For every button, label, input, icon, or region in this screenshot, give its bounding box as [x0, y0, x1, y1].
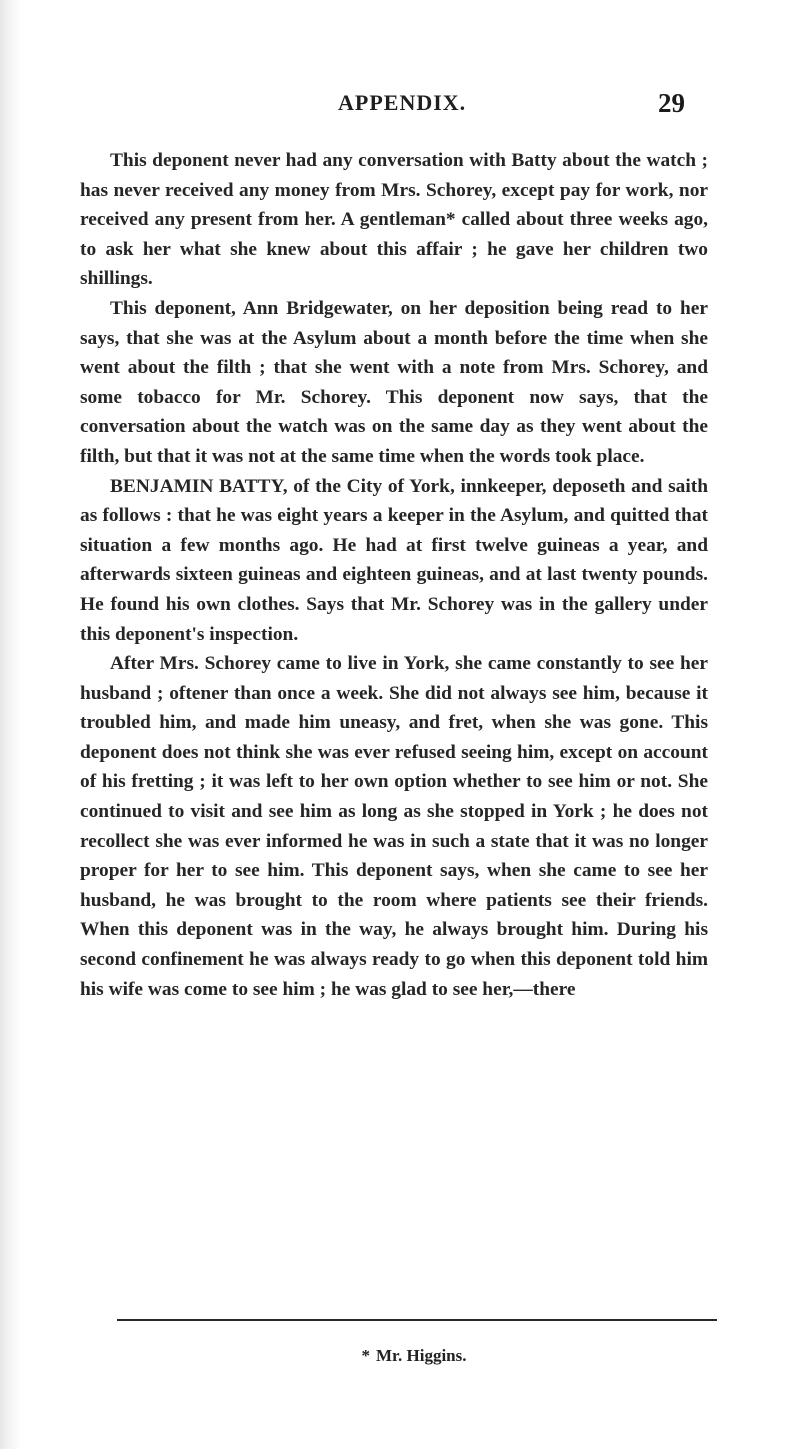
- paragraph-2: This deponent, Ann Bridgewater, on her deposition being read to her says, that she was at the Asylum about a month before the time when she went about the filth ; that she went with a note from Mrs. Schorey, and some tobacco for Mr. Schorey. This deponent now says, that the conversation about the watch was on the same day as they went about the filth, but that it was not at the same time when the words took place.: [80, 297, 708, 467]
- body-text: [80, 146, 708, 1004]
- running-head: APPENDIX.: [338, 90, 467, 115]
- paragraph-4: After Mrs. Schorey came to live in York, she came constantly to see her husband ; oftener than once a week. She did not always see him, because it troubled him, and made him uneasy, and fret, when she was gone. This deponent does not think she was ever refused seeing him, except on account of his fretting ; it was left to her own option whether to see him or not. She continued to visit and see him as long as she stopped in York ; he does not recollect she was ever informed he was in such a state that it was no longer proper for her to see him. This deponent says, when she came to see her husband, he was brought to the room where patients see their friends. When this deponent was in the way, he always brought him. During his second confinement he was always ready to go when this deponent told him his wife was come to see him ; he was glad to see her,—there: [80, 653, 708, 1000]
- page-number: 29: [658, 88, 685, 118]
- footnote-mark: *: [361, 1346, 370, 1365]
- footnote: [0, 1346, 800, 1366]
- paragraph-3: BENJAMIN BATTY, of the City of York, innkeeper, deposeth and saith as follows : that he was eight years a keeper in the Asylum, and quitted that situation a few months ago. He had at first twelve guineas a year, and afterwards sixteen guineas and eighteen guineas, and at last twenty pounds. He found his own clothes. Says that Mr. Schorey was in the gallery under this deponent's inspection.: [80, 475, 708, 645]
- page-header: [0, 88, 800, 124]
- footnote-text: Mr. Higgins.: [375, 1346, 467, 1365]
- paragraph-1: This deponent never had any conversation with Batty about the watch ; has never received any money from Mrs. Schorey, except pay for work, nor received any present from her. A gentleman* called about three weeks ago, to ask her what she knew about this affair ; he gave her children two shillings.: [80, 150, 708, 290]
- footnote-divider: [117, 1319, 717, 1321]
